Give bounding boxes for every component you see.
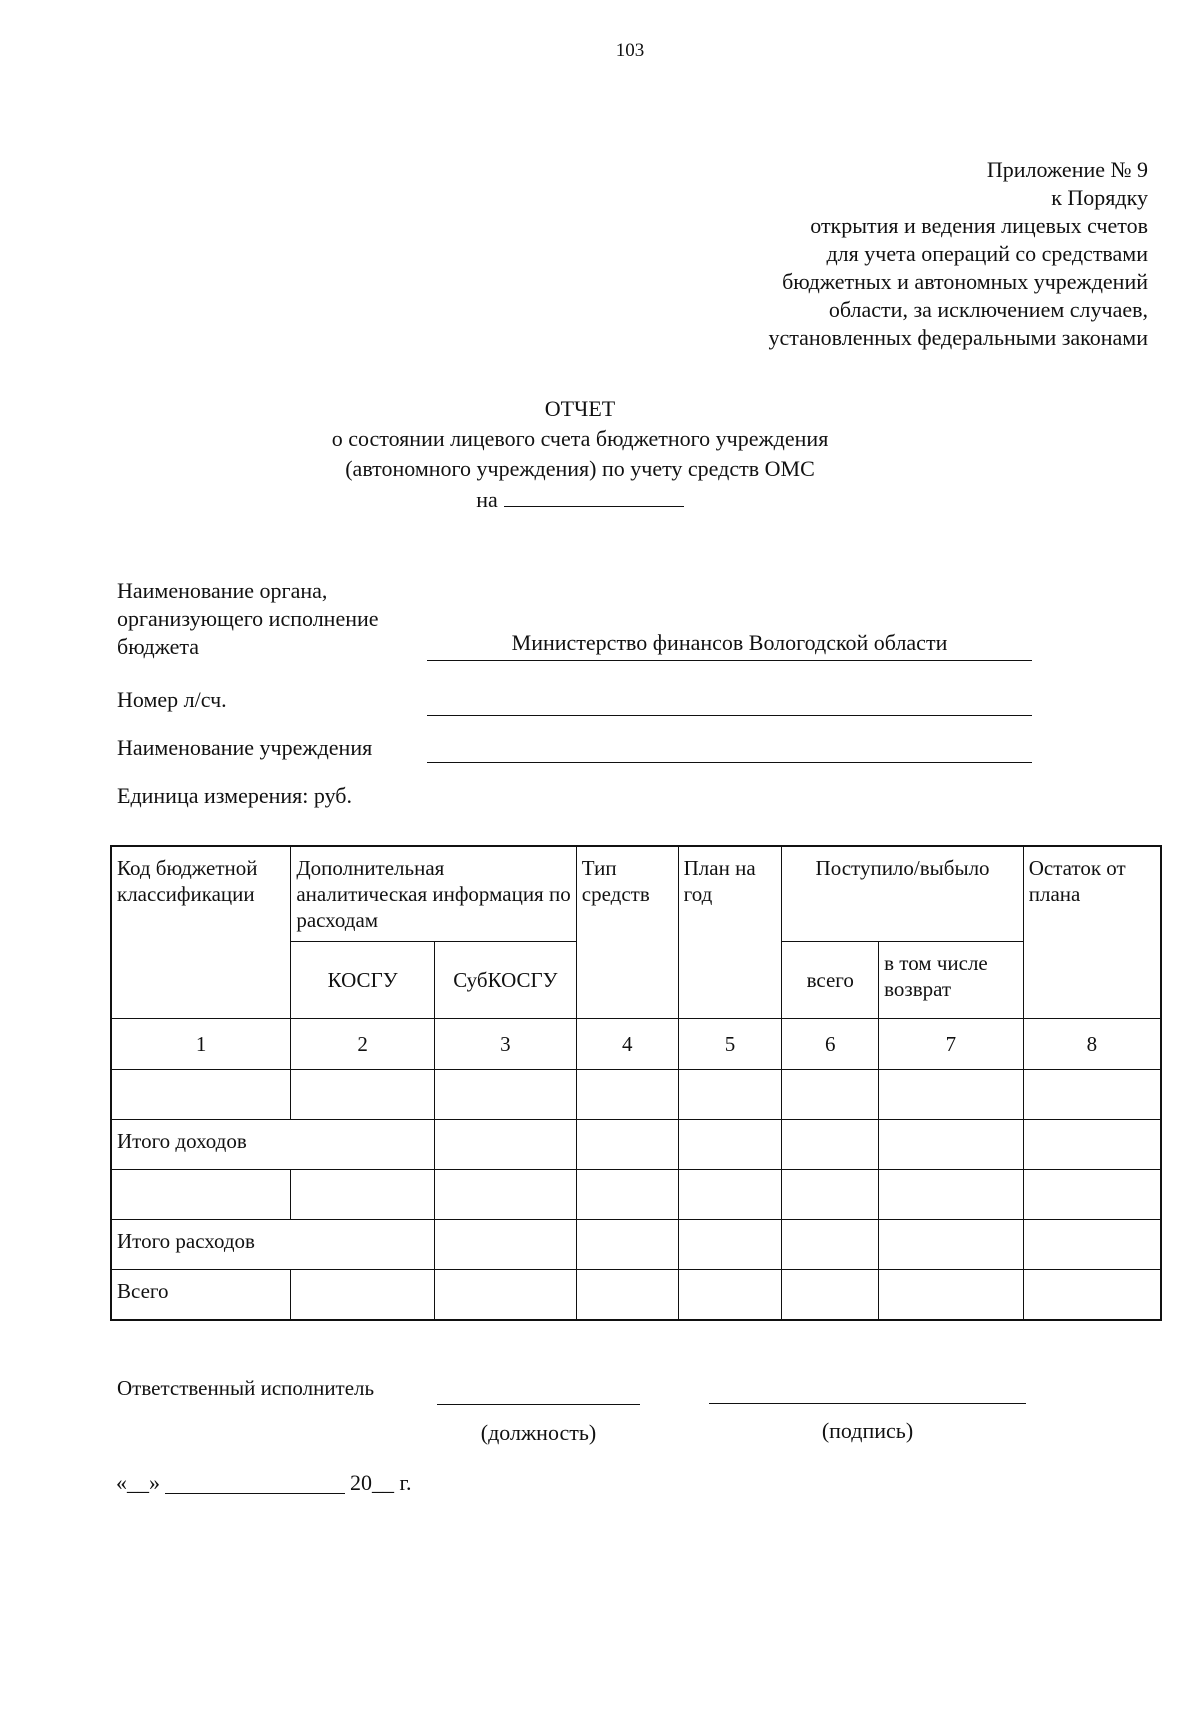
- account-label: Номер л/сч.: [117, 687, 227, 712]
- responsible-label: Ответственный исполнитель: [117, 1376, 375, 1400]
- table-cell[interactable]: [434, 1070, 576, 1120]
- signature-caption: (подпись): [821, 1418, 914, 1443]
- table-cell[interactable]: [678, 1070, 782, 1120]
- report-subtitle: о состоянии лицевого счета бюджетного учреждения: [331, 426, 829, 451]
- position-caption: (должность): [480, 1420, 597, 1445]
- table-cell[interactable]: [576, 1220, 678, 1270]
- column-number: 4: [576, 1019, 678, 1070]
- table-cell[interactable]: [434, 1270, 576, 1321]
- organ-label: [117, 577, 379, 661]
- report-date-row: [280, 484, 880, 515]
- table-row-expense: [111, 1170, 1161, 1220]
- appendix-line: открытия и ведения лицевых счетов: [810, 213, 1148, 238]
- table-cell[interactable]: [678, 1270, 782, 1321]
- position-line[interactable]: [437, 1403, 640, 1405]
- column-number: 7: [879, 1019, 1024, 1070]
- institution-name-field[interactable]: [427, 732, 1032, 763]
- table-cell[interactable]: [678, 1170, 782, 1220]
- table-cell[interactable]: [879, 1220, 1024, 1270]
- report-heading: [280, 394, 880, 515]
- table-cell[interactable]: [782, 1120, 879, 1170]
- table-cell[interactable]: [111, 1170, 291, 1220]
- column-number: 5: [678, 1019, 782, 1070]
- expense-total-label: Итого расходов: [111, 1220, 434, 1270]
- page-number: 103: [615, 40, 645, 61]
- table-cell[interactable]: [879, 1270, 1024, 1321]
- table-cell[interactable]: [434, 1120, 576, 1170]
- header-subkosgu: СубКОСГУ: [434, 942, 576, 1019]
- header-received: Поступило/выбыло: [782, 846, 1023, 942]
- header-type: Тип средств: [576, 846, 678, 1019]
- table-cell[interactable]: [576, 1170, 678, 1220]
- income-total-label: Итого доходов: [111, 1120, 434, 1170]
- table-cell[interactable]: [782, 1170, 879, 1220]
- appendix-line: установленных федеральными законами: [768, 325, 1148, 350]
- column-number: 2: [291, 1019, 435, 1070]
- table-row-income: [111, 1070, 1161, 1120]
- table-cell[interactable]: [678, 1120, 782, 1170]
- table-cell[interactable]: [782, 1270, 879, 1321]
- report-subtitle: (автономного учреждения) по учету средств ОМС: [345, 456, 815, 481]
- appendix-line: для учета операций со средствами: [826, 241, 1148, 266]
- table-cell[interactable]: [434, 1170, 576, 1220]
- table-cell[interactable]: [1023, 1220, 1161, 1270]
- report-title: ОТЧЕТ: [544, 396, 616, 421]
- organ-label-line: бюджета: [117, 634, 200, 659]
- table-cell[interactable]: [576, 1270, 678, 1321]
- table-cell[interactable]: [782, 1220, 879, 1270]
- header-total: всего: [782, 942, 879, 1019]
- date-month-line[interactable]: [165, 1492, 345, 1494]
- appendix-line: Приложение № 9: [986, 157, 1148, 182]
- header-remainder: Остаток от плана: [1023, 846, 1161, 1019]
- column-number: 3: [434, 1019, 576, 1070]
- column-number: 6: [782, 1019, 879, 1070]
- header-additional-info: Дополнительная аналитическая информация по расходам: [291, 846, 576, 942]
- signature-line[interactable]: [709, 1402, 1026, 1404]
- table-cell[interactable]: [1023, 1120, 1161, 1170]
- column-number: 8: [1023, 1019, 1161, 1070]
- table-cell[interactable]: [1023, 1170, 1161, 1220]
- organ-label-line: организующего исполнение: [117, 606, 379, 631]
- institution-label: Наименование учреждения: [117, 735, 373, 760]
- table-cell[interactable]: [879, 1170, 1024, 1220]
- column-number-row: [111, 1019, 1161, 1070]
- table-row-income-total: [111, 1120, 1161, 1170]
- table-row-all-total: [111, 1270, 1161, 1321]
- table-cell[interactable]: [678, 1220, 782, 1270]
- table-cell[interactable]: [291, 1170, 435, 1220]
- table-cell[interactable]: [111, 1070, 291, 1120]
- table-cell[interactable]: [879, 1070, 1024, 1120]
- table-cell[interactable]: [576, 1120, 678, 1170]
- appendix-line: области, за исключением случаев,: [828, 297, 1148, 322]
- report-date-prefix: на: [476, 487, 498, 512]
- table-cell[interactable]: [291, 1070, 435, 1120]
- report-date-field[interactable]: [504, 484, 684, 507]
- unit-label: Единица измерения: руб.: [117, 783, 352, 808]
- table-cell[interactable]: [1023, 1270, 1161, 1321]
- report-table: [110, 845, 1162, 1321]
- table-header-row: [111, 846, 1161, 942]
- date-open: «__»: [116, 1470, 160, 1495]
- appendix-line: бюджетных и автономных учреждений: [782, 269, 1148, 294]
- table-cell[interactable]: [434, 1220, 576, 1270]
- header-return: в том числе возврат: [879, 942, 1024, 1019]
- organ-value-field[interactable]: Министерство финансов Вологодской области: [427, 630, 1032, 661]
- header-code: Код бюджетной классификации: [111, 846, 291, 1019]
- column-number: 1: [111, 1019, 291, 1070]
- organ-label-line: Наименование органа,: [117, 578, 328, 603]
- table-cell[interactable]: [782, 1070, 879, 1120]
- header-plan: План на год: [678, 846, 782, 1019]
- table-cell[interactable]: [576, 1070, 678, 1120]
- header-kosgu: КОСГУ: [291, 942, 435, 1019]
- appendix-block: [588, 156, 1148, 352]
- account-number-field[interactable]: [427, 685, 1032, 716]
- all-total-label: Всего: [111, 1270, 291, 1321]
- table-cell[interactable]: [291, 1270, 435, 1321]
- date-year: 20__ г.: [350, 1470, 412, 1495]
- appendix-line: к Порядку: [1051, 185, 1148, 210]
- table-row-expense-total: [111, 1220, 1161, 1270]
- table-cell[interactable]: [879, 1120, 1024, 1170]
- table-cell[interactable]: [1023, 1070, 1161, 1120]
